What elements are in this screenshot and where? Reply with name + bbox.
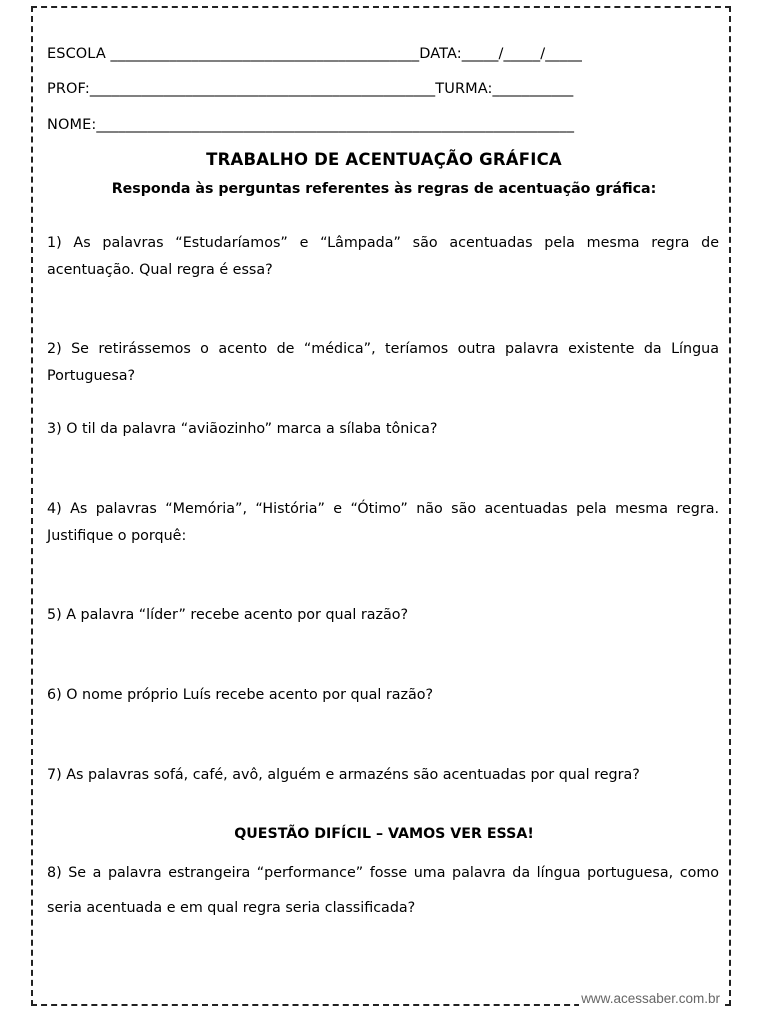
footer-url: www.acessaber.com.br — [581, 991, 720, 1006]
teacher-class-line: PROF:_______________________________________________TURMA:___________ — [47, 81, 574, 97]
page-title: TRABALHO DE ACENTUAÇÃO GRÁFICA — [206, 150, 562, 169]
question-3: 3) O til da palavra “aviãozinho” marca a sílaba tônica? — [47, 421, 438, 437]
question-1: 1) As palavras “Estudaríamos” e “Lâmpada” são acentuadas pela mesma regra de acentuação. Qual regra é essa? — [47, 235, 719, 278]
student-name-line: NOME:_________________________________________________________________ — [47, 117, 575, 133]
question-6: 6) O nome próprio Luís recebe acento por qual razão? — [47, 687, 434, 703]
question-5: 5) A palavra “líder” recebe acento por qual razão? — [47, 607, 409, 623]
question-2: 2) Se retirássemos o acento de “médica”, teríamos outra palavra existente da Língua Portuguesa? — [47, 341, 719, 384]
question-7: 7) As palavras sofá, café, avô, alguém e armazéns são acentuadas por qual regra? — [47, 767, 640, 783]
hard-question-heading: QUESTÃO DIFÍCIL – VAMOS VER ESSA! — [234, 826, 534, 842]
question-8: 8) Se a palavra estrangeira “performance” fosse uma palavra da língua portuguesa, como seria acentuada e em qual regra seria classificada? — [47, 865, 719, 916]
question-4: 4) As palavras “Memória”, “História” e “Ótimo” não são acentuadas pela mesma regra. Justifique o porquê: — [47, 501, 719, 544]
school-date-line: ESCOLA __________________________________________DATA:_____/_____/_____ — [47, 46, 582, 62]
instructions: Responda às perguntas referentes às regras de acentuação gráfica: — [111, 181, 657, 197]
